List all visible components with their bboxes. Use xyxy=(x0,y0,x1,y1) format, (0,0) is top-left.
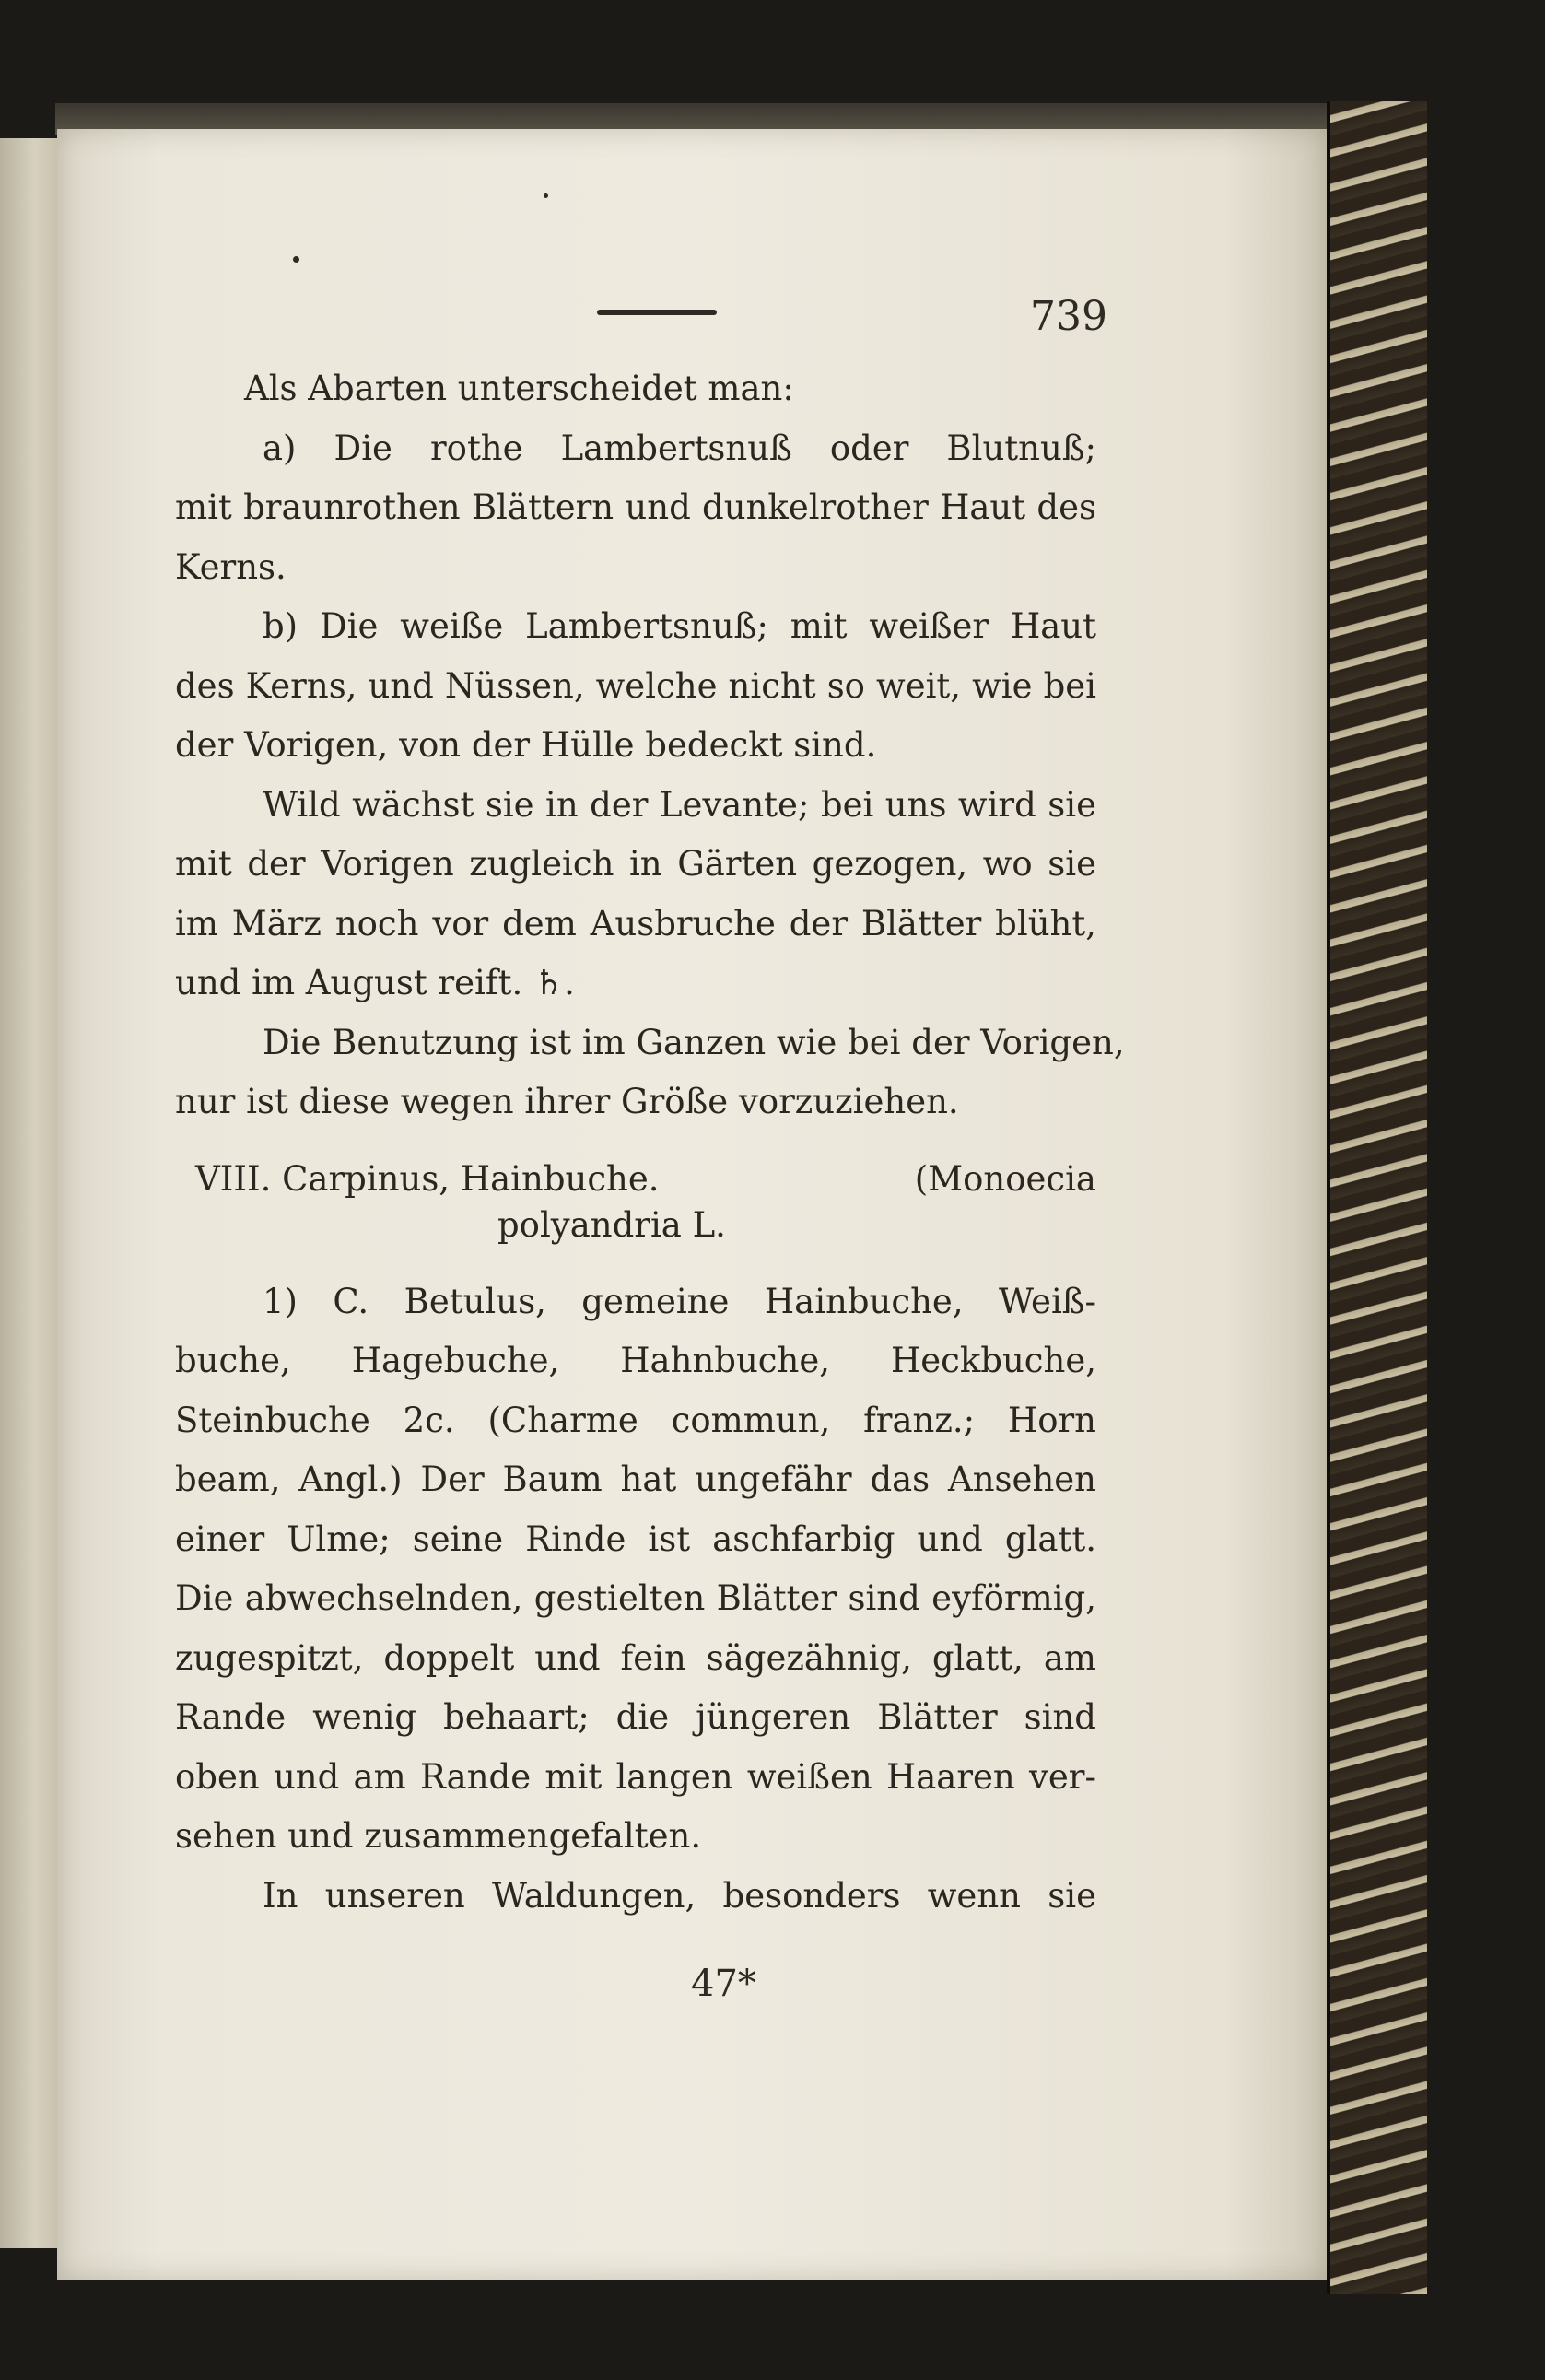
text-line: nur ist diese wegen ihrer Größe vorzuziehen. xyxy=(175,1082,959,1121)
section-heading-order: polyandria L. xyxy=(497,1204,726,1245)
section-heading-genus: VIII. Carpinus, Hainbuche. xyxy=(195,1158,660,1199)
text-line: beam, Angl.) Der Baum hat ungefähr das Ansehen xyxy=(175,1460,1096,1499)
text-line: zugespitzt, doppelt und fein sägezähnig, glatt, am xyxy=(175,1637,1096,1678)
section-heading xyxy=(175,1156,1096,1249)
text-line: Die abwechselnden, gestielten Blätter sind eyförmig, xyxy=(175,1578,1096,1618)
text-line: mit braunrothen Blättern und dunkelrother Haut des xyxy=(175,487,1096,527)
text-line: 1) C. Betulus, gemeine Hainbuche, Weiß- xyxy=(263,1281,1096,1321)
text-line: Rande wenig behaart; die jüngeren Blätter sind xyxy=(175,1697,1096,1737)
text-line: der Vorigen, von der Hülle bedeckt sind. xyxy=(175,725,877,765)
text-line: und im August reift. ♄. xyxy=(175,963,575,1002)
left-page-edge xyxy=(0,138,57,2248)
text-line: buche, Hagebuche, Hahnbuche, Heckbuche, xyxy=(175,1341,1096,1380)
text-line: Die Benutzung ist im Ganzen wie bei der Vorigen, xyxy=(263,1022,1125,1062)
section-heading-class: (Monoecia xyxy=(914,1158,1096,1199)
text-line: a) Die rothe Lambertsnuß oder Blutnuß; xyxy=(263,428,1096,468)
main-text xyxy=(175,359,1125,1926)
ink-speck xyxy=(544,193,548,198)
text-line: im März noch vor dem Ausbruche der Blätter blüht, xyxy=(175,903,1096,944)
text-line: des Kerns, und Nüssen, welche nicht so weit, wie bei xyxy=(175,665,1096,706)
text-line: mit der Vorigen zugleich in Gärten gezogen, wo sie xyxy=(175,844,1096,884)
book-spine-edge xyxy=(1327,101,1427,2294)
text-line: oben und am Rande mit langen weißen Haaren ver- xyxy=(175,1756,1096,1797)
text-line: einer Ulme; seine Rinde ist aschfarbig und glatt. xyxy=(175,1518,1096,1559)
text-line: Wild wächst sie in der Levante; bei uns wird sie xyxy=(263,784,1096,825)
text-line: In unseren Waldungen, besonders wenn sie xyxy=(263,1875,1096,1916)
text-line: Steinbuche 2c. (Charme commun, franz.; Horn xyxy=(175,1400,1096,1440)
header-ornament-rule xyxy=(597,310,717,315)
text-line: b) Die weiße Lambertsnuß; mit weißer Haut xyxy=(263,606,1096,646)
ink-speck xyxy=(293,256,299,263)
text-line: sehen und zusammengefalten. xyxy=(175,1816,702,1856)
text-line: Als Abarten unterscheidet man: xyxy=(244,369,794,408)
signature-mark: 47* xyxy=(691,1963,756,2005)
page-number: 739 xyxy=(1030,293,1107,340)
text-line: Kerns. xyxy=(175,546,287,587)
